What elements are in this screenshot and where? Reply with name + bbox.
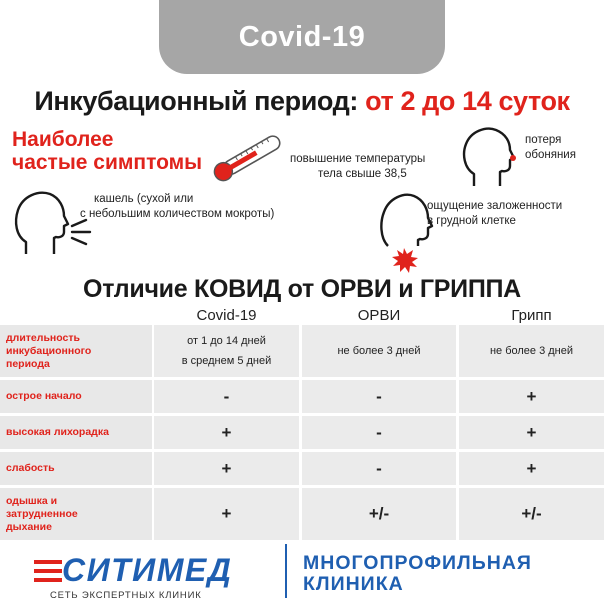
clinic-line2: КЛИНИКА [303,573,404,595]
cell-covid: - [154,380,299,413]
fever-line2: тела свыше 38,5 [318,168,407,180]
smell-line2: обоняния [525,149,576,161]
table-row [0,452,604,485]
row-label: высокая лихорадка [0,416,152,449]
row-label: острое начало [0,380,152,413]
table-row [0,416,604,449]
symptoms-title-line2: частые симптомы [12,151,203,174]
column-header-orvi: ОРВИ [357,307,401,324]
cell-line: от 1 до 14 дней [187,335,266,347]
cell-flu: + [459,452,604,485]
cell-covid: + [154,452,299,485]
row-label: слабость [0,452,152,485]
cell-flu: + [459,380,604,413]
row-label-line: длительность [6,331,80,344]
symptoms-title-line1: Наиболее [12,128,114,151]
row-label-line: дыхание [6,520,52,533]
brand-logo: СИТИМЕД [62,552,233,588]
cough-line2: с небольшим количеством мокроты) [80,208,275,220]
fever-text [290,152,425,182]
incubation-heading [0,86,604,117]
cell-orvi: - [302,416,456,449]
chest-line1: ощущение заложенности [427,200,563,212]
logo-lines-icon [34,558,62,584]
table-row [0,380,604,413]
footer-divider [285,544,287,598]
row-label [0,325,152,377]
cell-covid: + [154,488,299,540]
symptoms-title [12,128,222,174]
clinic-name [303,553,532,595]
column-header-flu: Грипп [511,307,552,324]
cough-text [80,192,274,222]
brand-tagline: СЕТЬ ЭКСПЕРТНЫХ КЛИНИК [50,590,202,601]
table-row [0,325,604,377]
row-label-line: одышка и [6,494,58,507]
incubation-value: от 2 до 14 суток [365,86,570,116]
column-header-covid: Covid-19 [196,307,257,324]
row-label-line: периода [6,357,50,370]
fever-line1: повышение температуры [290,153,426,165]
cell-orvi: - [302,452,456,485]
head-nose-icon [456,124,522,188]
cell-covid [154,325,299,377]
footer [0,540,604,603]
table-row [0,488,604,540]
smell-line1: потеря [525,134,562,146]
row-label-line: затрудненное [6,507,78,520]
cell-flu: +/- [459,488,604,540]
clinic-line1: МНОГОПРОФИЛЬНАЯ [303,552,532,574]
thermometer-icon [208,126,290,190]
row-label-line: инкубационного [6,344,92,357]
header-pill [159,0,445,74]
cell-orvi: - [302,380,456,413]
row-label [0,488,152,540]
chest-line2: в грудной клетке [427,215,516,227]
cell-line: в среднем 5 дней [181,355,272,367]
cell-flu: не более 3 дней [459,325,604,377]
cell-orvi: не более 3 дней [302,325,456,377]
cell-covid: + [154,416,299,449]
cell-orvi: +/- [302,488,456,540]
cell-flu: + [459,416,604,449]
chest-text [427,199,562,229]
cough-line1: кашель (сухой или [94,193,194,205]
smell-text [525,133,576,163]
incubation-label: Инкубационный период: [34,86,358,116]
comparison-title: Отличие КОВИД от ОРВИ и ГРИППА [83,275,521,303]
header-title: Covid-19 [238,20,366,53]
